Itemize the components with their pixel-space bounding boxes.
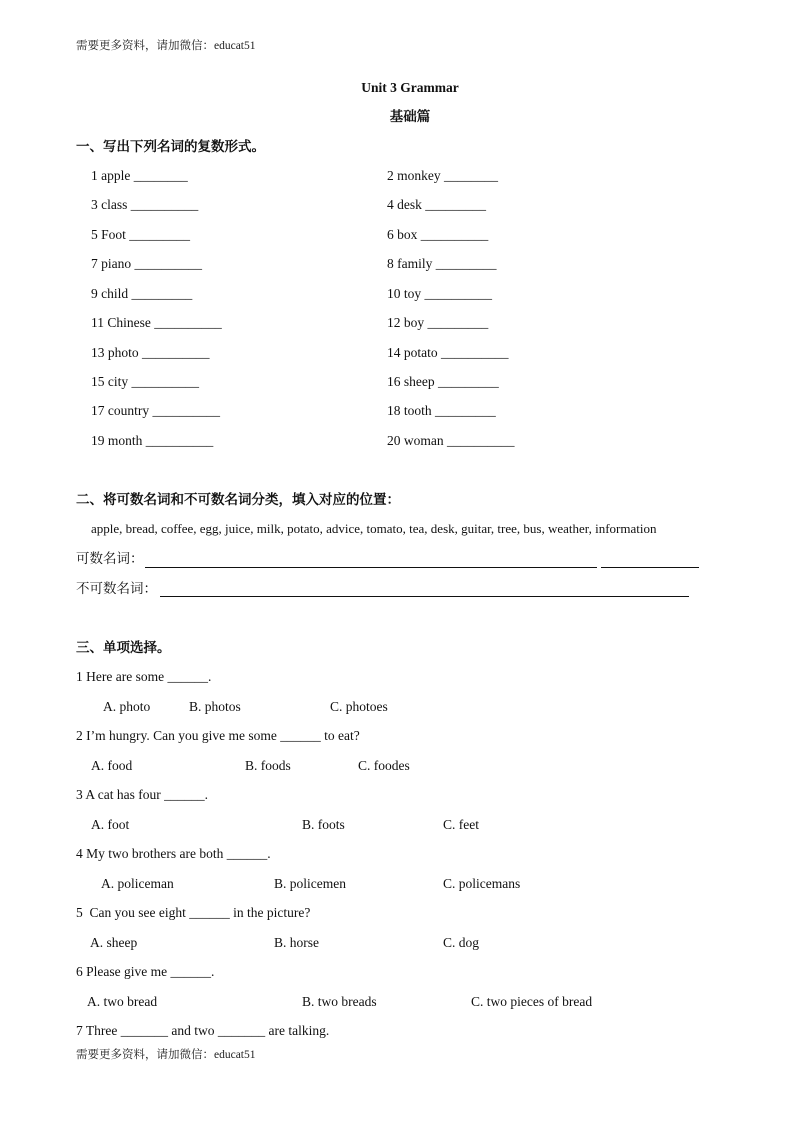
option-b: B. foods <box>245 758 291 773</box>
option-b: B. foots <box>302 817 345 832</box>
page-subtitle: 基础篇 <box>389 109 431 124</box>
plural-item: 6 box __________ <box>387 227 489 242</box>
question-text: 5 Can you see eight ______ in the picture? <box>76 905 311 920</box>
countable-answer-line-2[interactable] <box>601 567 699 568</box>
countable-label: 可数名词： <box>76 551 144 566</box>
uncountable-answer-line[interactable] <box>160 596 689 597</box>
option-c: C. policemans <box>443 876 521 891</box>
option-a: A. policeman <box>101 876 174 891</box>
question-text: 4 My two brothers are both ______. <box>76 846 271 861</box>
plural-item: 18 tooth _________ <box>387 403 496 418</box>
plural-item: 19 month __________ <box>91 433 214 448</box>
plural-item: 17 country __________ <box>91 403 220 418</box>
plural-item: 16 sheep _________ <box>387 374 499 389</box>
question-text: 7 Three _______ and two _______ are talking. <box>76 1023 330 1038</box>
option-b: B. two breads <box>302 994 377 1009</box>
plural-item: 9 child _________ <box>91 286 193 301</box>
section2-heading: 二、将可数名词和不可数名词分类，填入对应的位置： <box>76 492 400 507</box>
option-a: A. two bread <box>87 994 158 1009</box>
plural-item: 20 woman __________ <box>387 433 515 448</box>
question-text: 6 Please give me ______. <box>76 964 215 979</box>
option-c: C. feet <box>443 817 479 832</box>
plural-item: 13 photo __________ <box>91 345 210 360</box>
option-c: C. two pieces of bread <box>471 994 593 1009</box>
option-a: A. photo <box>103 699 151 714</box>
uncountable-label: 不可数名词： <box>76 581 157 596</box>
section1-heading: 一、写出下列名词的复数形式。 <box>76 139 265 154</box>
question-text: 3 A cat has four ______. <box>76 787 208 802</box>
plural-item: 10 toy __________ <box>387 286 493 301</box>
footer-note: 需要更多资料，请加微信：educat51 <box>76 1049 256 1061</box>
option-b: B. horse <box>274 935 319 950</box>
plural-item: 3 class __________ <box>91 197 199 212</box>
plural-item: 11 Chinese __________ <box>91 315 222 330</box>
option-c: C. photoes <box>330 699 388 714</box>
option-b: B. policemen <box>274 876 346 891</box>
question-text: 2 I’m hungry. Can you give me some ______ to eat? <box>76 728 360 743</box>
option-b: B. photos <box>189 699 241 714</box>
section3-heading: 三、单项选择。 <box>76 640 171 655</box>
plural-item: 8 family _________ <box>387 256 497 271</box>
plural-item: 12 boy _________ <box>387 315 489 330</box>
plural-item: 2 monkey ________ <box>387 168 498 183</box>
option-a: A. food <box>91 758 133 773</box>
plural-item: 14 potato __________ <box>387 345 509 360</box>
option-a: A. sheep <box>90 935 138 950</box>
option-c: C. foodes <box>358 758 410 773</box>
page-title: Unit 3 Grammar <box>361 80 459 95</box>
plural-item: 5 Foot _________ <box>91 227 191 242</box>
plural-item: 7 piano __________ <box>91 256 202 271</box>
plural-item: 15 city __________ <box>91 374 199 389</box>
option-a: A. foot <box>91 817 130 832</box>
countable-answer-line[interactable] <box>145 567 597 568</box>
option-c: C. dog <box>443 935 480 950</box>
question-text: 1 Here are some ______. <box>76 669 212 684</box>
header-note: 需要更多资料，请加微信：educat51 <box>76 40 256 52</box>
plural-item: 1 apple ________ <box>91 168 188 183</box>
word-list: apple, bread, coffee, egg, juice, milk, potato, advice, tomato, tea, desk, guitar, tree, bus, weather, information <box>91 521 657 536</box>
plural-item: 4 desk _________ <box>387 197 486 212</box>
